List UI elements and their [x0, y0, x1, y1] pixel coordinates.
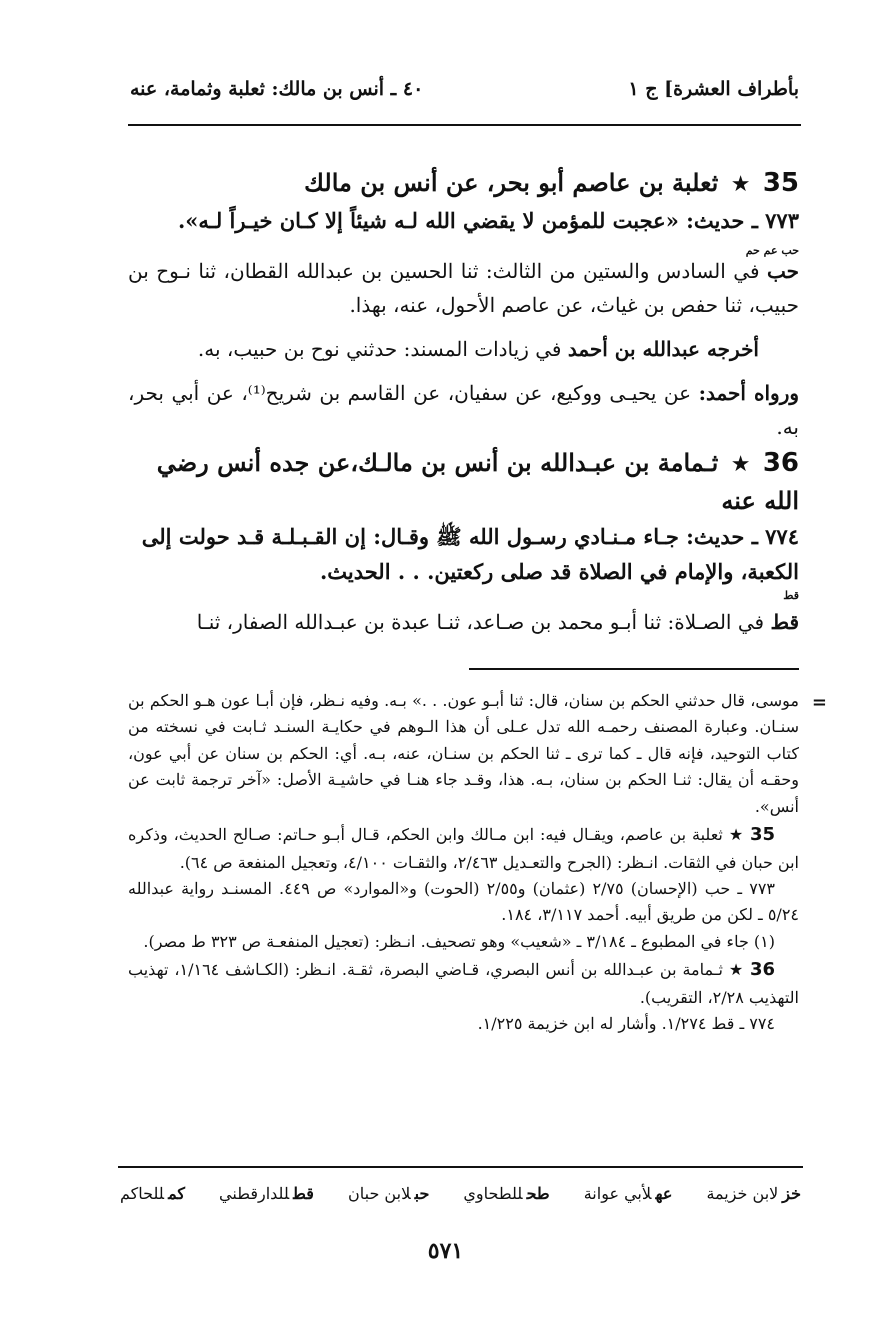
- footnote-text: ثـمامة بن عبـدالله بن أنس البصري، قـاضي البصرة، ثقـة. انـظر: (الكـاشف ١/١٦٤، تهذيب التهذيب ٢/٢٨، التقريب).: [128, 960, 799, 1007]
- entry-title: ثـمامة بن عبـدالله بن أنس بن مالـك،عن جده أنس رضي الله عنه: [156, 447, 799, 515]
- paragraph-lead: أخرجه عبدالله بن أحمد: [567, 336, 759, 361]
- star-icon: ★: [728, 960, 745, 980]
- hadith-label: ٧٧٤ ـ حديث:: [686, 523, 799, 549]
- hadith-text: «عجبت للمؤمن لا يقضي الله لـه شيئاً إلا كـان خيـراً لـه».: [177, 208, 679, 233]
- abbreviation-item: حبلابن حبان: [348, 1184, 430, 1203]
- paragraph: [128, 332, 799, 366]
- footnote-text: ثعلبة بن عاصم، ويقـال فيه: ابن مـالك وابن الحكم، قـال أبـو حـاتم: صـالح الحديث، وذكره ابن حبان في الثقات. انـظر: (الجرح والتعـديل ٢/٤٦٣، والثقـات ٤/١٠٠، وتعجيل المنفعة ص ٦٤).: [128, 824, 799, 872]
- hadith-text: جـاء مـنـادي رسـول الله ﷺ وقـال: إن القـبـلـة قـد حولت إلى الكعبة، والإمام في الصلاة قد صلى ركعتين. . . الحديث.: [141, 523, 799, 585]
- abbreviation-item: طحللطحاوي: [463, 1184, 550, 1203]
- entry-heading-36: [128, 444, 799, 519]
- footnote-continuation: [128, 688, 827, 820]
- abbreviation-item: خزلابن خزيمة: [706, 1184, 801, 1203]
- entry-number: 35: [762, 168, 799, 198]
- paragraph-text: في الصـلاة: ثنا أبـو محمد بن صـاعد، ثنـا عبدة بن عبـدالله الصفار، ثنـا: [196, 610, 765, 635]
- footnote-36: [128, 955, 799, 1011]
- bottom-rule: [118, 1166, 803, 1168]
- page-number: ٥٧١: [427, 1238, 464, 1264]
- abbreviation-item: كمللحاكم: [120, 1184, 185, 1203]
- star-icon: ★: [730, 172, 751, 197]
- main-text: [128, 164, 799, 639]
- entry-number: 36: [762, 447, 799, 478]
- header-rule: [128, 124, 801, 126]
- abbreviation-item: عهلأبي عوانة: [583, 1184, 673, 1203]
- abbreviation-key: [120, 1184, 801, 1203]
- entry-heading-35: [128, 164, 799, 203]
- star-icon: ★: [728, 824, 745, 844]
- header-book-title: بأطراف العشرة] ج ١: [628, 78, 799, 100]
- paragraph: [128, 245, 799, 322]
- star-icon: ★: [730, 451, 751, 477]
- hadith-label: ٧٧٣ ـ حديث:: [686, 208, 799, 233]
- footnote-text: موسى، قال حدثني الحكم بن سنان، قال: ثنا أبـو عون. . .» بـه. وفيه نـظر، فإن أبـا عون هـو الحكم بن سنـان. وعبارة المصنف رحمـه الله تدل عـلى أن هذا الـوهم في حكايـة السنـد ثـابت في نسخته من كتاب التوحيد، فإنه قال ـ كما ترى ـ ثنا الحكم بن سنـان، عنه، بـه. أي: الحكم بن سنان عن أبي عون، وحقـه أن يقال: ثنـا الحكم بن سنان، بـه. هذا، وقـد جاء هنـا في حاشيـة الأصل: «آخر ترجمة ثابت عن أنس».: [128, 691, 799, 816]
- footnote-1: (١) جاء في المطبوع ـ ٣/١٨٤ ـ «شعيب» وهو تصحيف. انـظر: (تعجيل المنفعـة ص ٣٢٣ ط مصر).: [143, 931, 775, 951]
- paragraph: [128, 605, 799, 639]
- paragraph: [128, 376, 799, 444]
- paragraph-lead: ورواه أحمد:: [698, 380, 800, 405]
- source-abbr: حب عم حم حب: [128, 245, 799, 283]
- continuation-mark: =: [811, 692, 827, 713]
- source-abbr: قط: [770, 610, 799, 635]
- footnote-number: 36: [749, 959, 776, 981]
- footnote-rule: [469, 668, 799, 670]
- entry-title: ثعلبة بن عاصم أبو بحر، عن أنس بن مالك: [304, 168, 719, 197]
- header-chapter-title: ٤٠ ـ أنس بن مالك: ثعلبة وثمامة، عنه: [130, 78, 424, 100]
- footnote-35: [128, 820, 799, 876]
- footnote-number: 35: [749, 823, 776, 845]
- footnotes: [128, 688, 827, 1038]
- running-header: [130, 78, 799, 100]
- paragraph-text: في السادس والستين من الثالث: ثنا الحسين بن عبدالله القطان، ثنا نـوح بن حبيب، ثنا حفص بن غياث، عن عاصم الأحول، عنه، بهذا.: [128, 258, 799, 317]
- hadith-774: [128, 519, 799, 601]
- sigla-marks: حب عم حم: [745, 243, 799, 257]
- paragraph-text: عن يحيـى ووكيع، عن سفيان، عن القاسم بن شريح⁽¹⁾، عن أبي بحر، به.: [128, 380, 799, 439]
- abbreviation-item: قطللدارقطني: [219, 1184, 314, 1203]
- footnote-774: ٧٧٤ ـ قط ١/٢٧٤. وأشار له ابن خزيمة ١/٢٢٥.: [477, 1014, 775, 1034]
- sigla-marks: قط: [783, 589, 799, 603]
- hadith-773: [128, 203, 799, 239]
- footnote-773: ٧٧٣ ـ حب (الإحسان) ٢/٧٥ (عثمان) و٢/٥٥ (الحوت) و«الموارد» ص ٤٤٩. المسنـد رواية عبدالله ٥/٢٤ ـ لكن من طريق أبيه. أحمد ٣/١١٧، ١٨٤.: [128, 879, 799, 925]
- paragraph-text: في زيادات المسند: حدثني نوح بن حبيب، به.: [197, 336, 562, 361]
